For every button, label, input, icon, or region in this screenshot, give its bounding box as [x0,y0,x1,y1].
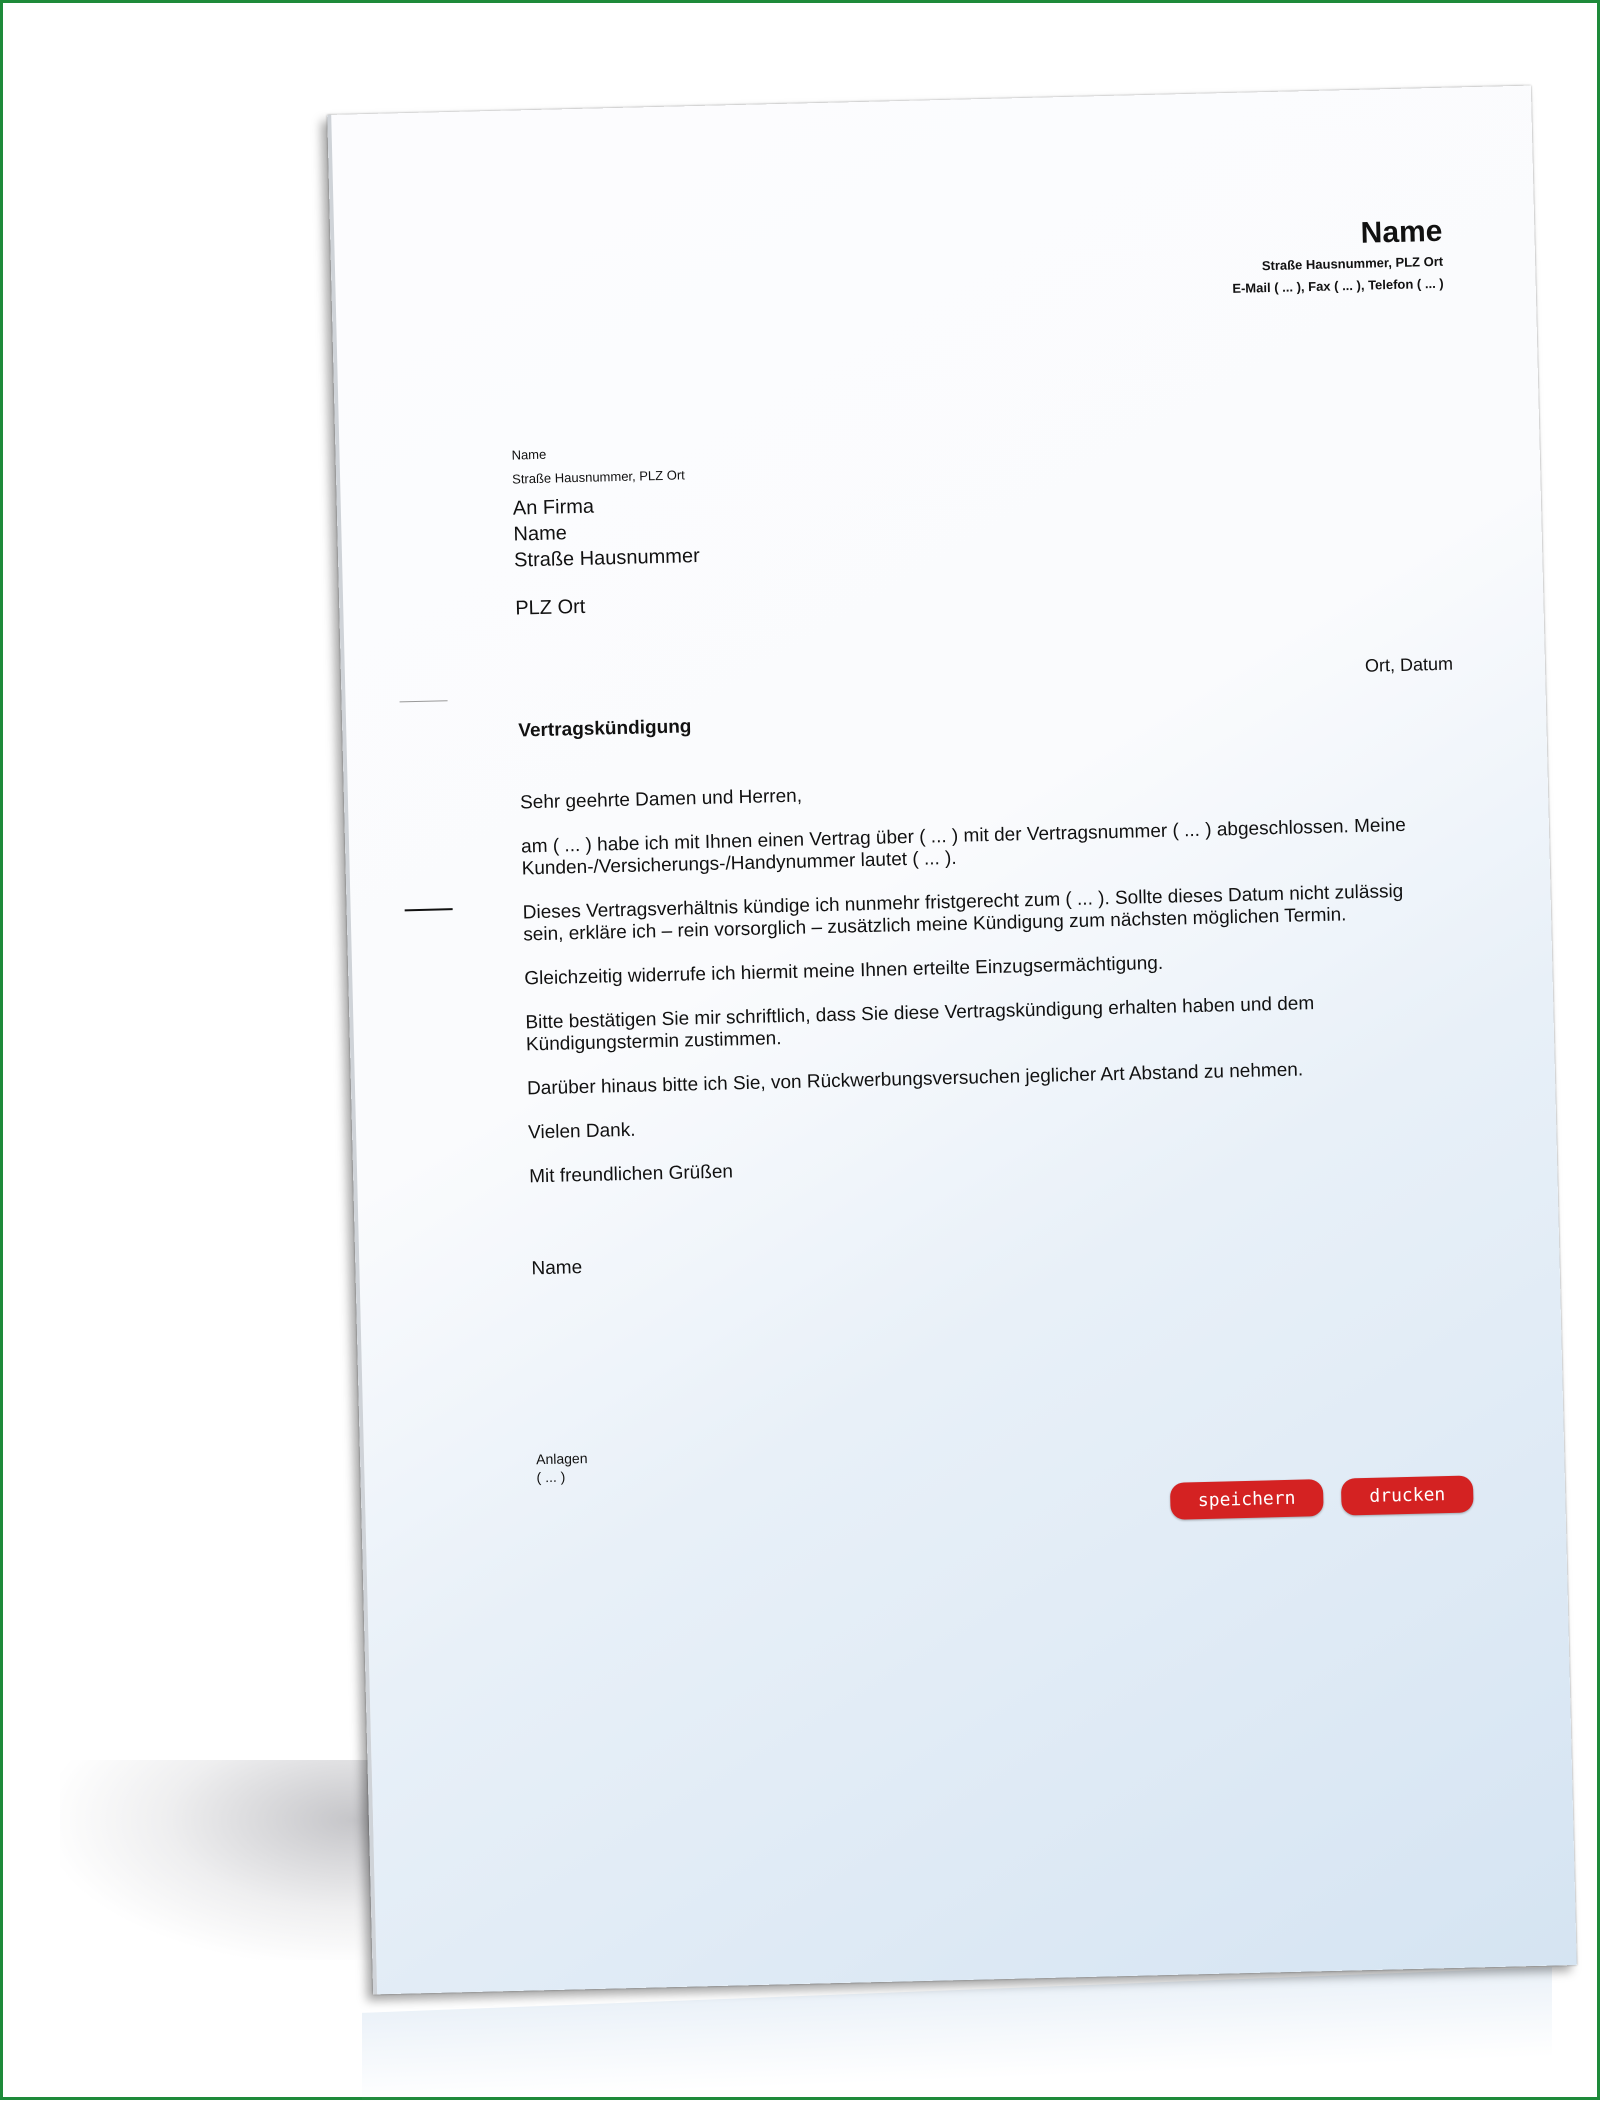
sender-address: Straße Hausnummer, PLZ Ort [1261,253,1444,274]
recipient-address [513,491,702,621]
place-date: Ort, Datum [1364,653,1454,676]
save-button[interactable]: speichern [1169,1479,1323,1520]
return-address [511,439,685,491]
body-paragraph: Vielen Dank. [527,1119,636,1144]
attachments-block [536,1449,588,1486]
punch-mark [405,908,453,911]
print-button[interactable]: drucken [1341,1475,1474,1515]
recipient-name: Name [513,522,568,546]
body-paragraph: am ( ... ) habe ich mit Ihnen einen Vertrag über ( ... ) mit der Vertragsnummer ( ... ) abgeschlossen. Meine Kunden-/Versicherungs-/Handynummer lautet ( ... ). [520,814,1407,880]
body-paragraph: Darüber hinaus bitte ich Sie, von Rückwerbungsversuchen jeglicher Art Abstand zu nehmen. [526,1059,1304,1100]
recipient-company: An Firma [512,495,595,520]
body-paragraph: Gleichzeitig widerrufe ich hiermit meine Ihnen erteilte Einzugsermächtigung. [524,952,1164,990]
attachments-value: ( ... ) [536,1468,566,1486]
recipient-city: PLZ Ort [515,595,586,620]
return-address-street: Straße Hausnummer, PLZ Ort [511,467,685,487]
closing-formula: Mit freundlichen Grüßen [528,1161,734,1188]
letter-page [327,86,1577,1995]
signature-name: Name [531,1257,583,1280]
body-paragraph: Dieses Vertragsverhältnis kündige ich nunmehr fristgerecht zum ( ... ). Sollte dieses Datum nicht zulässig sein, erkläre ich – rein vorsorglich – zusätzlich meine Kündigung zum nächsten möglichen Termin. [522,880,1404,946]
attachments-label: Anlagen [535,1450,588,1468]
sender-name: Name [1360,214,1443,250]
fold-mark-top [400,700,448,702]
letter-body [520,771,1422,1303]
sender-contact: E-Mail ( ... ), Fax ( ... ), Telefon ( ... ) [1232,275,1444,296]
subject-line: Vertragskündigung [518,716,692,742]
recipient-street: Straße Hausnummer [513,545,700,572]
body-paragraph: Bitte bestätigen Sie mir schriftlich, dass Sie diese Vertragskündigung erhalten haben und dem Kündigungstermin zustimmen. [525,993,1315,1056]
return-address-name: Name [511,446,547,463]
salutation: Sehr geehrte Damen und Herren, [519,785,803,814]
sender-letterhead [1231,213,1444,300]
action-buttons [1169,1475,1473,1519]
